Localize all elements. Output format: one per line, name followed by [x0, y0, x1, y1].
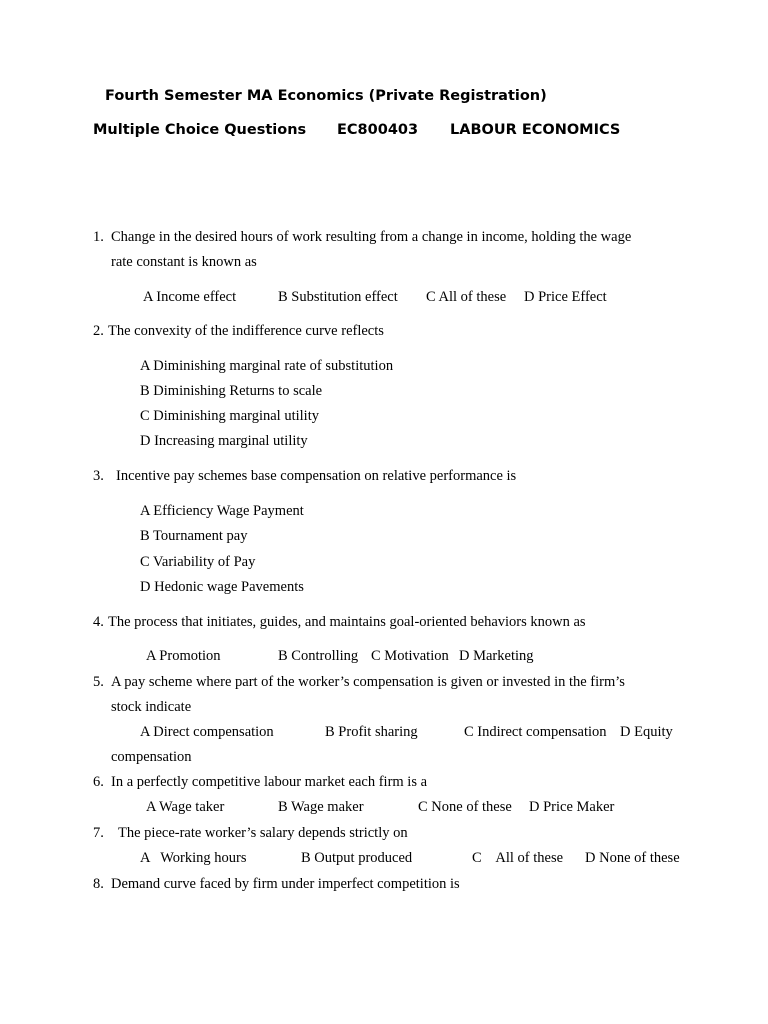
option: D None of these — [585, 850, 680, 866]
option: D Increasing marginal utility — [140, 433, 308, 449]
option: B Wage maker — [278, 799, 364, 815]
option: B Profit sharing — [325, 724, 418, 740]
option: B Substitution effect — [278, 289, 398, 305]
option: D Equity — [620, 724, 673, 740]
option: D Price Effect — [524, 289, 607, 305]
option: A Direct compensation — [140, 724, 274, 740]
question-text: rate constant is known as — [111, 254, 257, 270]
option: C Motivation — [371, 648, 449, 664]
option: C Variability of Pay — [140, 554, 256, 570]
option: A Diminishing marginal rate of substitution — [140, 358, 394, 374]
question-text: In a perfectly competitive labour market each firm is a — [111, 774, 428, 790]
document-title: Fourth Semester MA Economics (Private Registration) — [105, 88, 547, 104]
option: A Efficiency Wage Payment — [140, 503, 304, 519]
question-number: 6. — [93, 774, 104, 790]
option: D Price Maker — [529, 799, 615, 815]
option: D Marketing — [459, 648, 534, 664]
question-text: The piece-rate worker’s salary depends strictly on — [118, 825, 408, 841]
question-number: 5. — [93, 674, 104, 690]
question-number: 2. — [93, 323, 104, 339]
option: A Income effect — [143, 289, 237, 305]
option: B Output produced — [301, 850, 413, 866]
question-number: 3. — [93, 468, 104, 484]
question-text: stock indicate — [111, 699, 192, 715]
question-number: 4. — [93, 614, 104, 630]
option: B Diminishing Returns to scale — [140, 383, 323, 399]
option: C All of these — [472, 850, 564, 866]
option: C Indirect compensation — [464, 724, 607, 740]
option: B Tournament pay — [140, 528, 248, 544]
question-number: 8. — [93, 876, 104, 892]
course-code: EC800403 — [337, 122, 419, 138]
option: B Controlling — [278, 648, 359, 664]
question-text: The convexity of the indifference curve reflects — [108, 323, 384, 339]
subtitle-label: Multiple Choice Questions — [93, 122, 307, 138]
question-number: 1. — [93, 229, 104, 245]
option: A Wage taker — [146, 799, 225, 815]
question-text: The process that initiates, guides, and maintains goal-oriented behaviors known as — [108, 614, 586, 630]
option: A Working hours — [140, 850, 247, 866]
question-text: Change in the desired hours of work resulting from a change in income, holding the wage — [111, 229, 632, 245]
option: C Diminishing marginal utility — [140, 408, 319, 424]
question-text: Demand curve faced by firm under imperfect competition is — [111, 876, 460, 892]
option: C All of these — [426, 289, 507, 305]
option-continuation: compensation — [111, 749, 192, 765]
question-number: 7. — [93, 825, 104, 841]
course-name: LABOUR ECONOMICS — [450, 122, 621, 138]
question-text: A pay scheme where part of the worker’s compensation is given or invested in the firm’s — [111, 674, 625, 690]
question-text: Incentive pay schemes base compensation on relative performance is — [116, 468, 517, 484]
option: C None of these — [418, 799, 512, 815]
option: A Promotion — [146, 648, 221, 664]
option: D Hedonic wage Pavements — [140, 579, 304, 595]
